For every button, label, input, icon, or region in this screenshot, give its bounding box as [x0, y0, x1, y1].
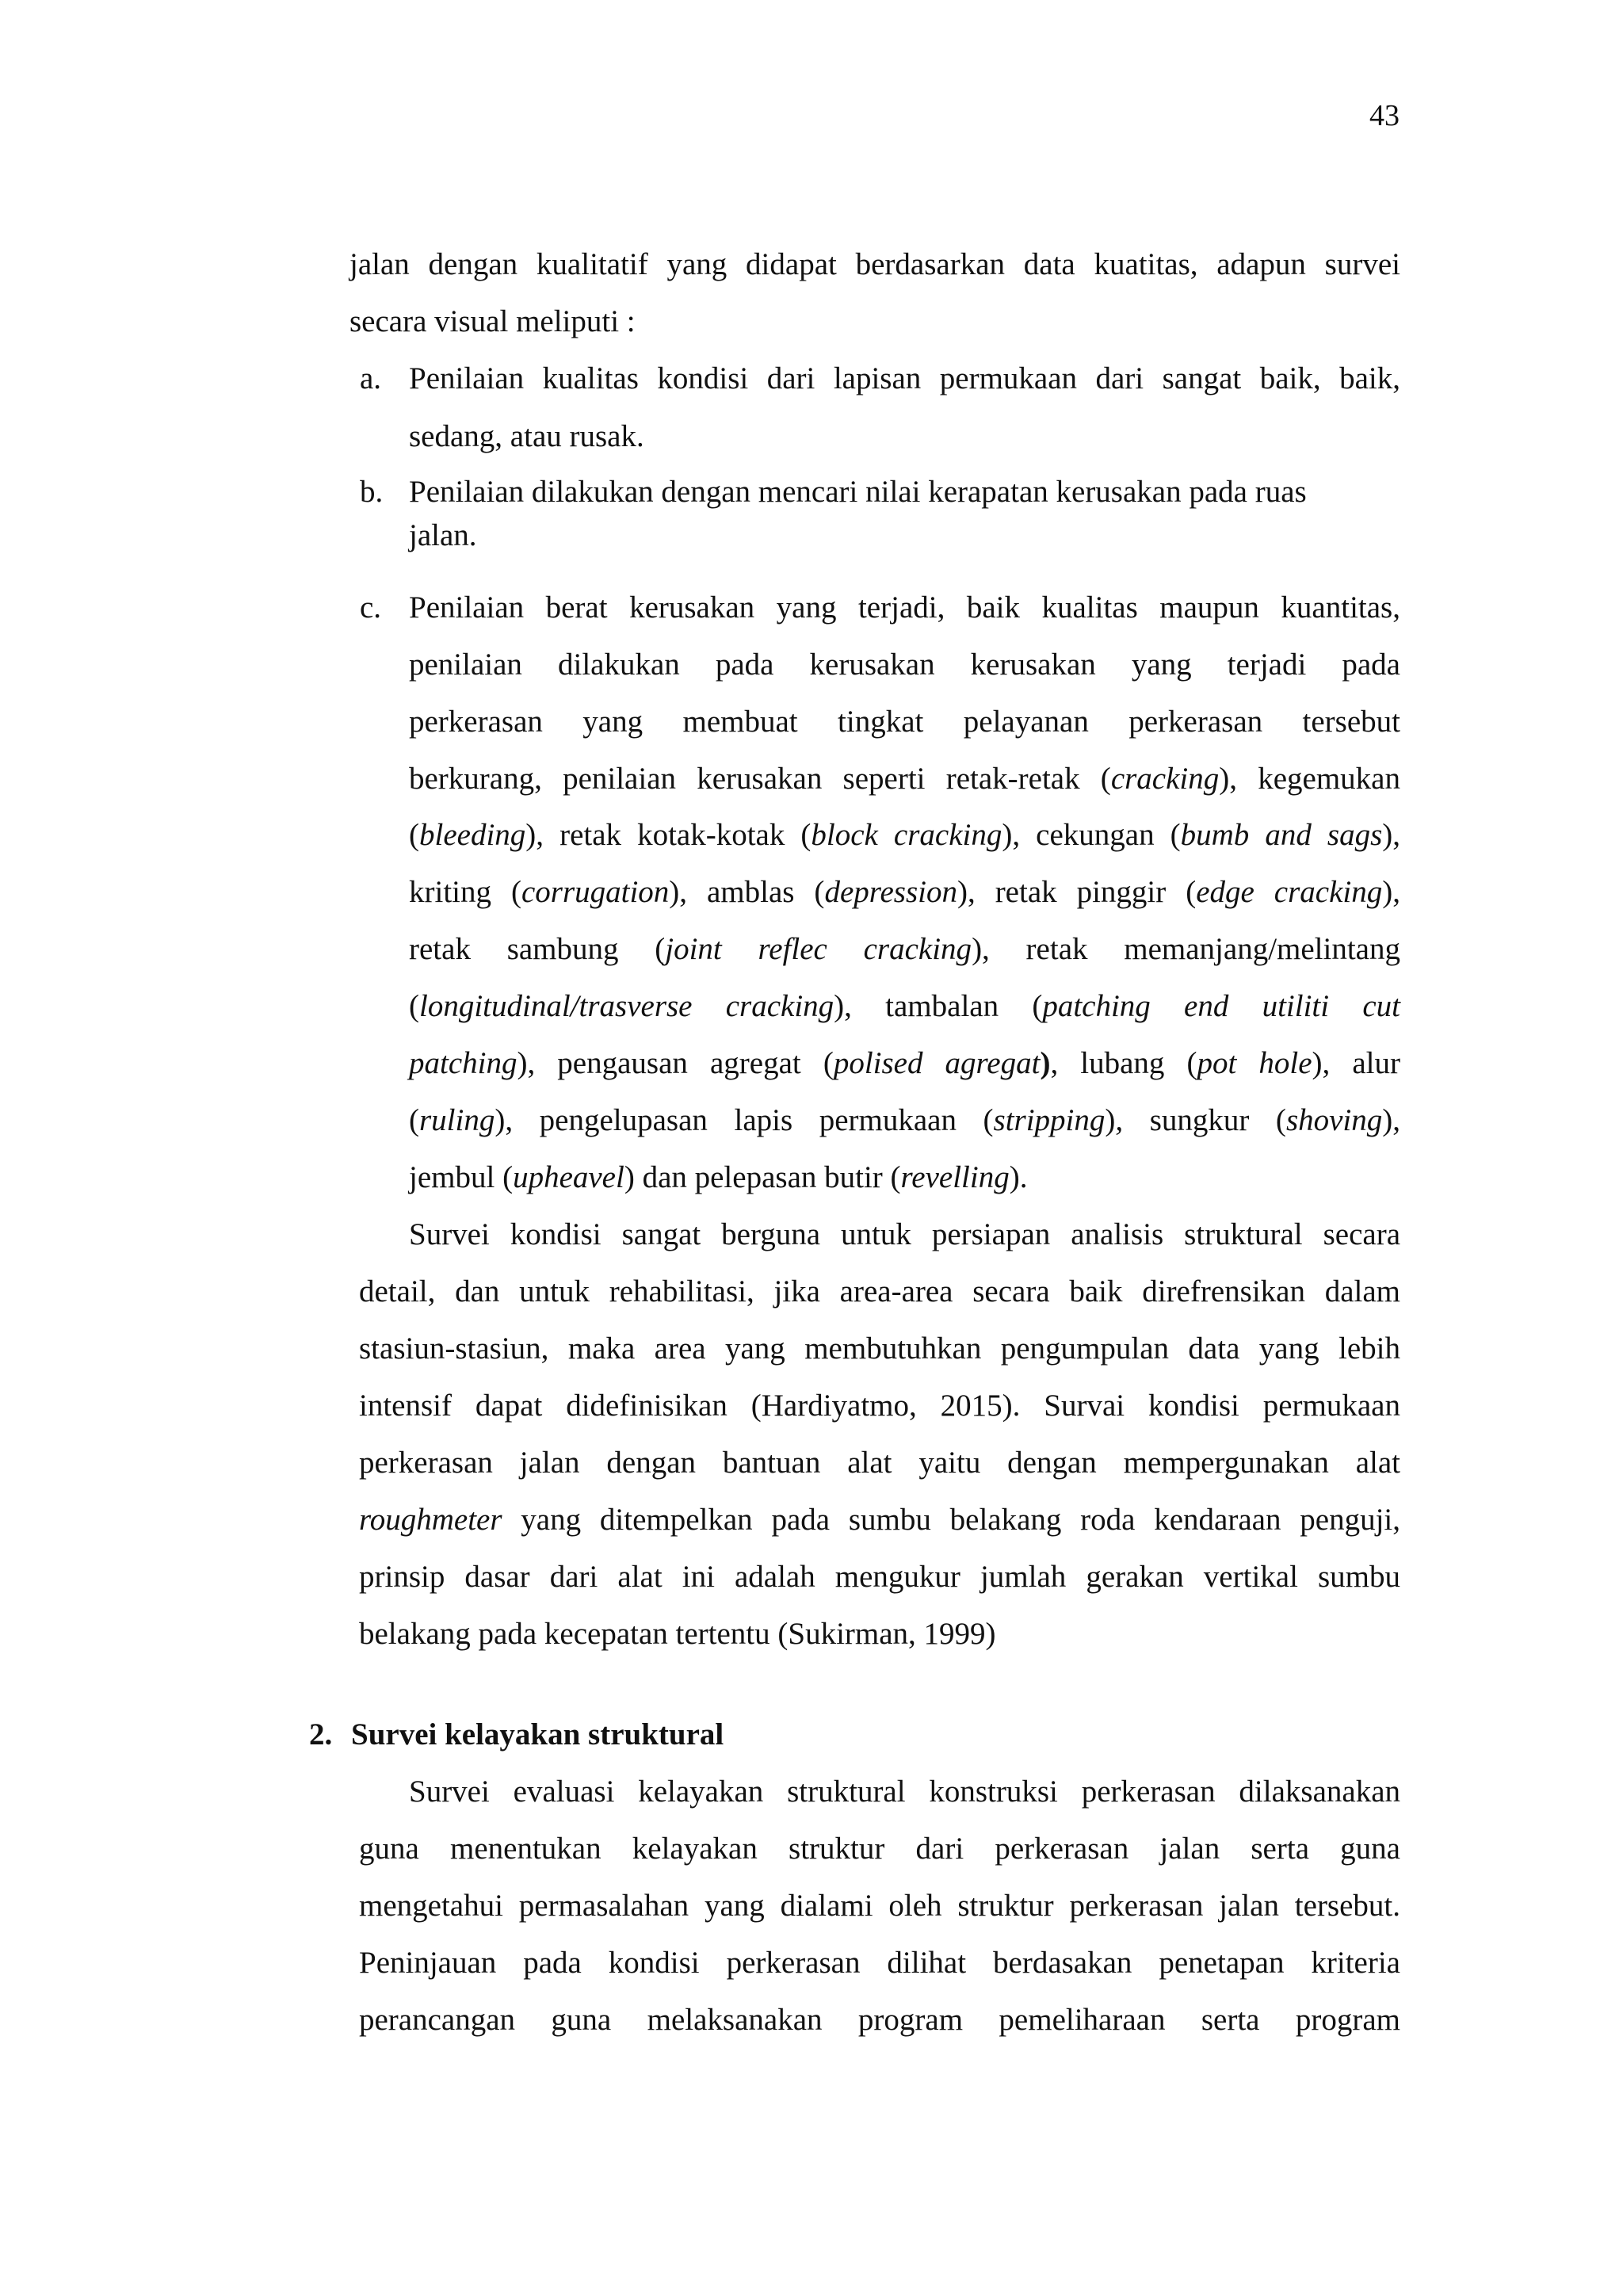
section-paragraph-line: Peninjauan pada kondisi perkerasan dilihat berdasakan penetapan kriteria	[359, 1946, 1400, 1980]
paragraph-line: prinsip dasar dari alat ini adalah mengukur jumlah gerakan vertikal sumbu	[359, 1560, 1400, 1594]
list-item-a-line: Penilaian kualitas kondisi dari lapisan permukaan dari sangat baik, baik,	[409, 361, 1400, 395]
list-marker-c: c.	[360, 590, 382, 625]
list-marker-b: b.	[360, 475, 384, 509]
paragraph-line: roughmeter yang ditempelkan pada sumbu belakang roda kendaraan penguji,	[359, 1503, 1400, 1537]
list-item-c-line: berkurang, penilaian kerusakan seperti retak-retak (cracking), kegemukan	[409, 762, 1400, 796]
paragraph-line: perkerasan jalan dengan bantuan alat yaitu dengan mempergunakan alat	[359, 1446, 1400, 1480]
list-item-c-line: Penilaian berat kerusakan yang terjadi, baik kualitas maupun kuantitas,	[409, 590, 1400, 625]
paragraph-line: belakang pada kecepatan tertentu (Sukirman, 1999)	[359, 1617, 996, 1651]
list-item-c-line: (ruling), pengelupasan lapis permukaan (stripping), sungkur (shoving),	[409, 1103, 1401, 1137]
list-item-c-line: kriting (corrugation), amblas (depression), retak pinggir (edge cracking),	[409, 875, 1400, 909]
list-item-b-line: jalan.	[409, 518, 477, 552]
list-item-a-line: sedang, atau rusak.	[409, 419, 644, 453]
list-marker-a: a.	[360, 361, 382, 395]
paragraph-line: intensif dapat didefinisikan (Hardiyatmo, 2015). Survai kondisi permukaan	[359, 1389, 1400, 1423]
section-paragraph-line: mengetahui permasalahan yang dialami oleh struktur perkerasan jalan tersebut.	[359, 1889, 1400, 1923]
paragraph-line: detail, dan untuk rehabilitasi, jika area-area secara baik direfrensikan dalam	[359, 1274, 1400, 1308]
list-item-b-line: Penilaian dilakukan dengan mencari nilai kerapatan kerusakan pada ruas	[409, 475, 1307, 509]
section-title: Survei kelayakan struktural	[351, 1717, 724, 1752]
list-item-c-line: penilaian dilakukan pada kerusakan kerusakan yang terjadi pada	[409, 648, 1400, 682]
list-item-c-line: (bleeding), retak kotak-kotak (block cracking), cekungan (bumb and sags),	[409, 818, 1400, 852]
section-paragraph-line: guna menentukan kelayakan struktur dari perkerasan jalan serta guna	[359, 1832, 1400, 1866]
list-item-c-line: patching), pengausan agregat (polised agregat), lubang (pot hole), alur	[409, 1046, 1400, 1080]
list-item-c-line: (longitudinal/trasverse cracking), tambalan (patching end utiliti cut	[409, 989, 1400, 1023]
section-paragraph-line: perancangan guna melaksanakan program pemeliharaan serta program	[359, 2003, 1400, 2037]
section-number: 2.	[309, 1717, 333, 1752]
intro-line: jalan dengan kualitatif yang didapat berdasarkan data kuatitas, adapun survei	[349, 247, 1400, 281]
paragraph-line: Survei kondisi sangat berguna untuk persiapan analisis struktural secara	[409, 1217, 1400, 1251]
paragraph-line: stasiun-stasiun, maka area yang membutuhkan pengumpulan data yang lebih	[359, 1331, 1400, 1366]
list-item-c-line: perkerasan yang membuat tingkat pelayanan perkerasan tersebut	[409, 705, 1400, 739]
intro-line: secara visual meliputi :	[349, 304, 636, 338]
list-item-c-line: jembul (upheavel) dan pelepasan butir (revelling).	[409, 1160, 1028, 1194]
section-paragraph-line: Survei evaluasi kelayakan struktural konstruksi perkerasan dilaksanakan	[409, 1775, 1400, 1809]
page-number: 43	[1369, 99, 1400, 132]
list-item-c-line: retak sambung (joint reflec cracking), retak memanjang/melintang	[409, 932, 1400, 966]
